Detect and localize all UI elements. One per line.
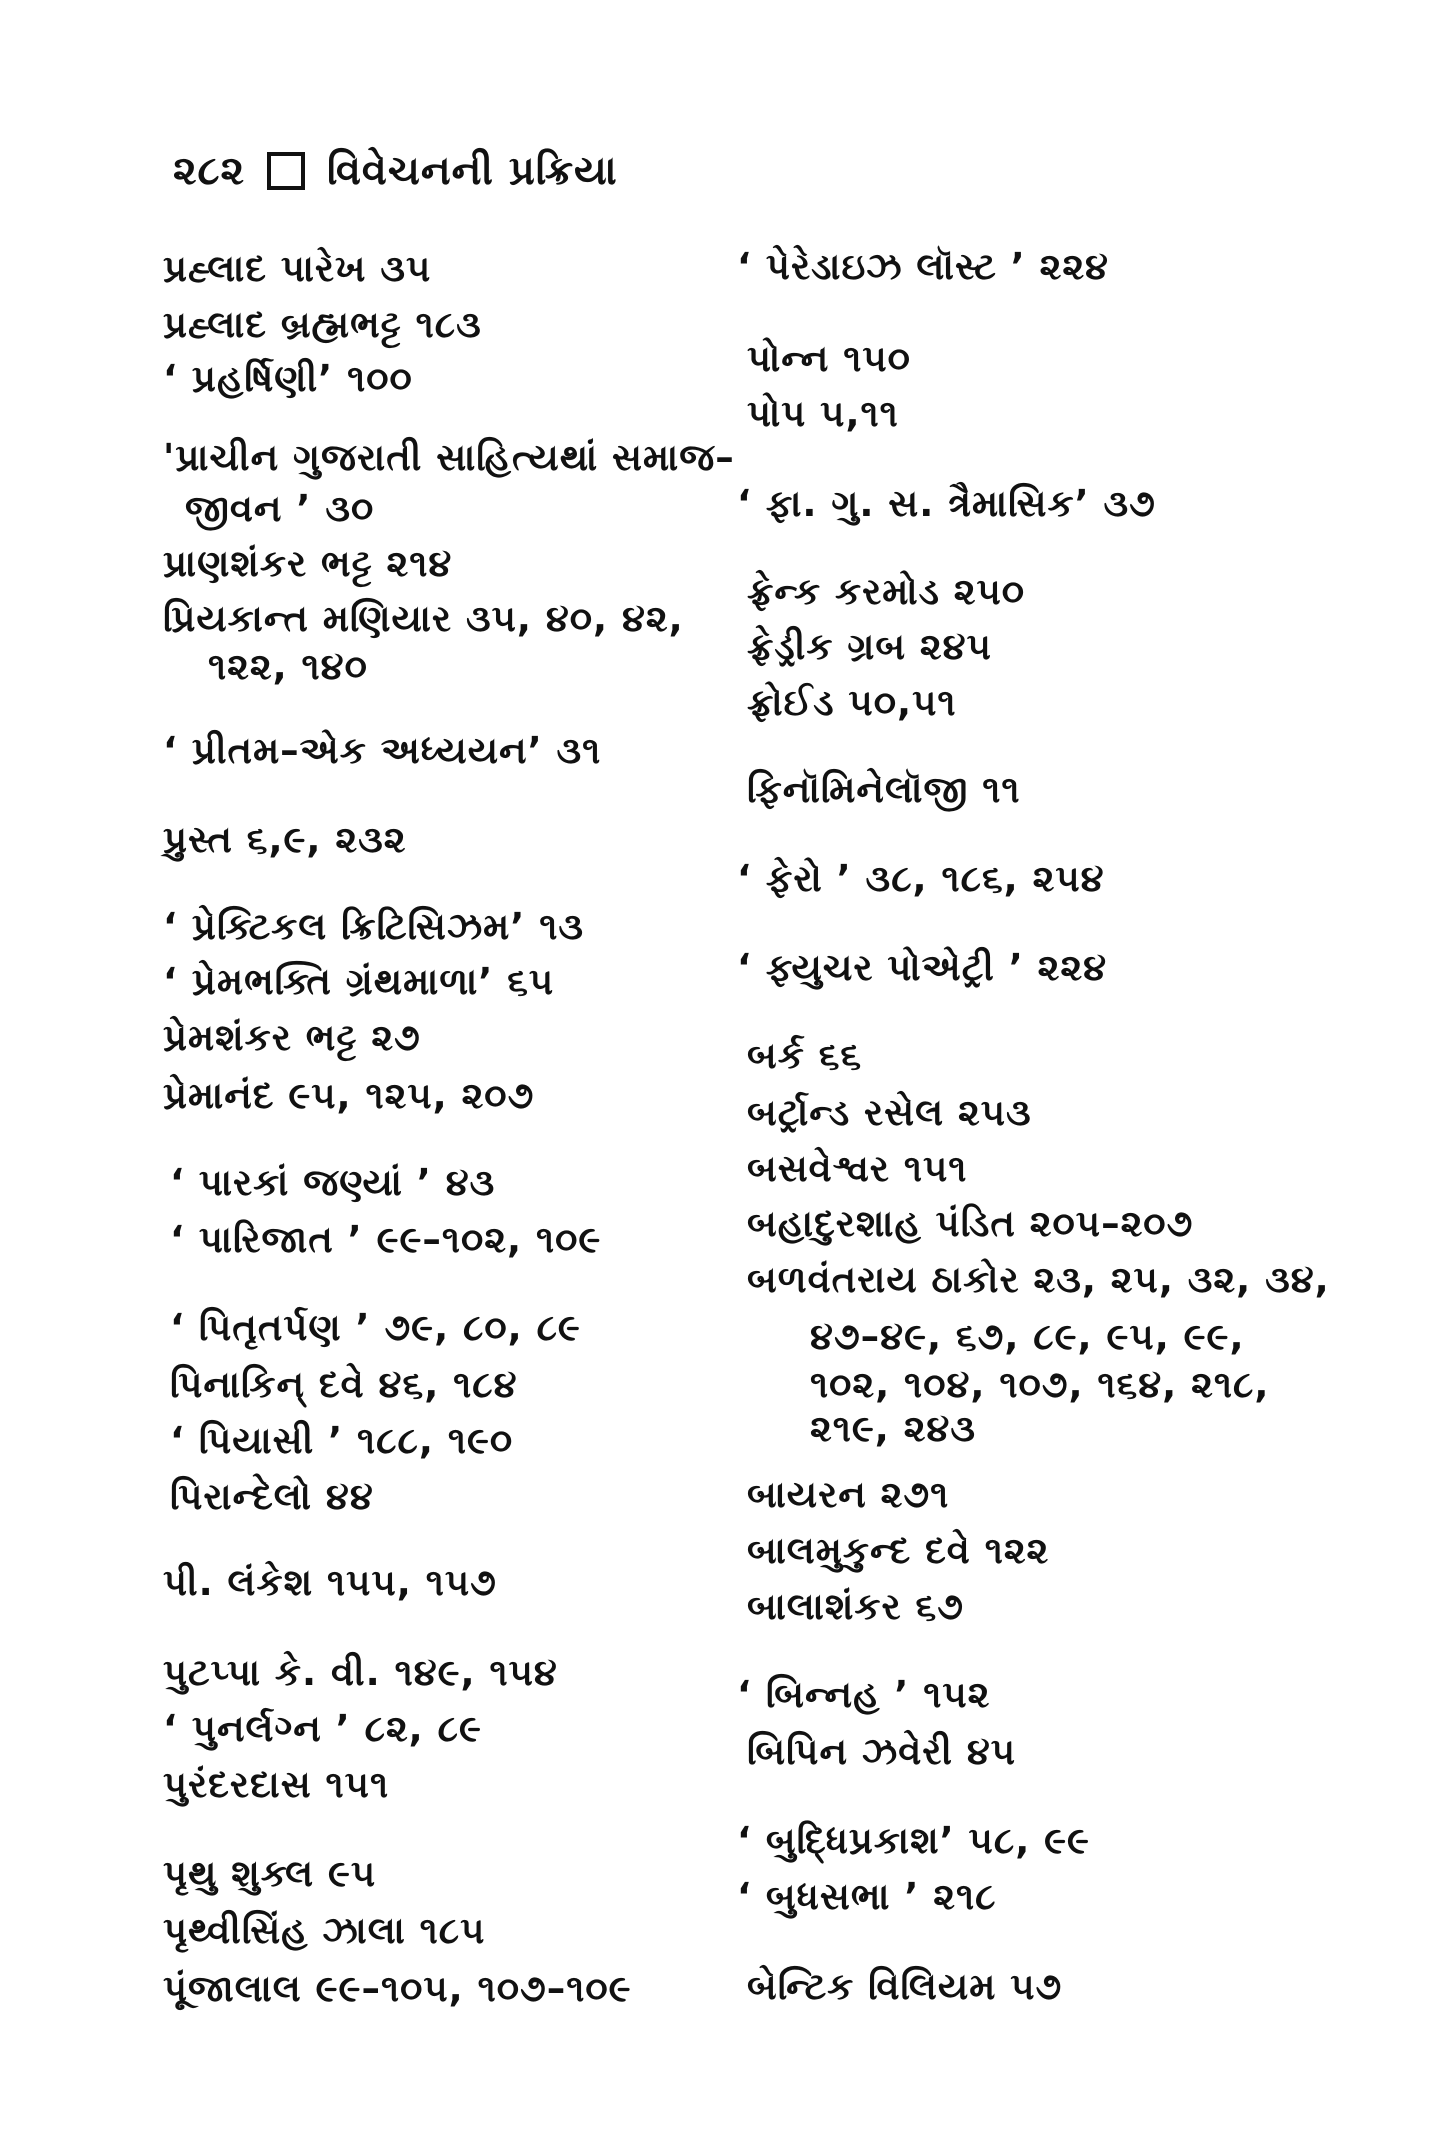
index-entry: ‘ ફા. ગુ. સ. ત્રૈમાસિક’ ૩૭	[737, 482, 1156, 525]
square-box-icon	[267, 152, 305, 190]
index-entry: પ્રહ્લાદ બ્રહ્મભટ્ટ ૧૮૩	[163, 303, 482, 346]
index-entry-continuation: ૧૦૨, ૧૦૪, ૧૦૭, ૧૬૪, ૨૧૮,	[810, 1363, 1270, 1406]
index-entry: ‘ પારકાં જણ્યાં ’ ૪૩	[170, 1161, 496, 1204]
index-entry-continuation: જીવન ’ ૩૦	[185, 487, 375, 530]
index-entry: ‘ પારિજાત ’ ૯૯–૧૦૨, ૧૦૯	[170, 1218, 602, 1261]
index-entry: પુરંદરદાસ ૧૫૧	[163, 1763, 390, 1806]
page-header	[173, 148, 618, 194]
index-entry: પ્રુસ્ત ૬,૯, ૨૩૨	[163, 818, 407, 861]
index-entry: બેન્ટિક વિલિયમ ૫૭	[747, 1965, 1063, 2008]
index-entry-continuation: ૪૭–૪૯, ૬૭, ૮૯, ૯૫, ૯૯,	[810, 1315, 1245, 1358]
index-entry: પૃથુ શુક્લ ૯૫	[163, 1852, 377, 1895]
index-entry: ‘ ફ્યુચર પોએટ્રી ’ ૨૨૪	[737, 946, 1108, 989]
index-entry: પોપ ૫,૧૧	[747, 392, 899, 435]
index-entry: ફ્રેડ્રીક ગ્રબ ૨૪૫	[747, 625, 992, 668]
index-entry: પ્રેમશંકર ભટ્ટ ૨૭	[163, 1016, 421, 1059]
index-entry: બર્ક ૬૬	[747, 1034, 863, 1077]
index-entry: 'પ્રાચીન ગુજરાતી સાહિત્યથાં સમાજ–	[163, 436, 735, 479]
index-entry: પિનાકિન્ દવે ૪૬, ૧૮૪	[170, 1363, 518, 1406]
index-entry: ‘ પ્રહર્ષિણી’ ૧૦૦	[163, 357, 413, 400]
index-entry: પોન્ન ૧૫૦	[747, 337, 911, 380]
index-entry: બસવેશ્વર ૧૫૧	[747, 1147, 968, 1190]
index-entry: બાલમુકુન્દ દવે ૧૨૨	[747, 1529, 1050, 1572]
index-entry: બળવંતરાય ઠાકોર ૨૩, ૨૫, ૩૨, ૩૪,	[747, 1258, 1330, 1301]
page-number: ૨૮૨	[173, 148, 245, 194]
index-entry: ‘ ફેરો ’ ૩૮, ૧૮૬, ૨૫૪	[737, 857, 1105, 900]
index-entry: પી. લંકેશ ૧૫૫, ૧૫૭	[163, 1561, 497, 1604]
index-entry: ‘ પિતૃતર્પણ ’ ૭૯, ૮૦, ૮૯	[170, 1306, 581, 1349]
index-entry: ‘ બિન્નહ ’ ૧૫૨	[737, 1673, 991, 1716]
index-entry: બહાદુરશાહ પંડિત ૨૦૫–૨૦૭	[747, 1202, 1194, 1245]
index-entry: પુટપ્પા કે. વી. ૧૪૯, ૧૫૪	[163, 1651, 558, 1694]
index-entry: બાલાશંકર ૬૭	[747, 1585, 964, 1628]
running-title: વિવેચનની પ્રક્રિયા	[326, 148, 618, 194]
index-entry: પ્રિયકાન્ત મણિયાર ૩૫, ૪૦, ૪૨,	[163, 597, 684, 640]
index-entry: પ્રહ્લાદ પારેખ ૩૫	[163, 247, 432, 290]
index-entry-continuation: ૨૧૯, ૨૪૩	[810, 1407, 976, 1450]
index-entry: ‘ પુનર્લગ્ન ’ ૮૨, ૮૯	[163, 1707, 482, 1750]
index-entry: બાયરન ૨૭૧	[747, 1473, 950, 1516]
index-entry: ‘ બુધસભા ’ ૨૧૮	[737, 1875, 997, 1918]
index-entry: ‘ પ્રીતમ–એક અધ્યયન’ ૩૧	[163, 729, 602, 772]
index-entry: ‘ પ્રેક્ટિકલ ક્રિટિસિઝમ’ ૧૩	[163, 905, 584, 948]
index-entry: પૂંજાલાલ ૯૯–૧૦૫, ૧૦૭–૧૦૯	[163, 1967, 632, 2010]
index-entry: બર્ટ્રાન્ડ રસેલ ૨૫૩	[747, 1091, 1032, 1134]
index-entry: પ્રેમાનંદ ૯૫, ૧૨૫, ૨૦૭	[163, 1074, 535, 1117]
index-entry: ‘ બુદ્ધિપ્રકાશ’ ૫૮, ૯૯	[737, 1819, 1090, 1862]
index-entry: ‘ પિયાસી ’ ૧૮૮, ૧૯૦	[170, 1419, 514, 1462]
index-entry: ફ્રોઈડ ૫૦,૫૧	[747, 681, 957, 724]
index-entry: ફ્રેન્ક કરમોડ ૨૫૦	[747, 570, 1026, 613]
index-entry: પ્રાણશંકર ભટ્ટ ૨૧૪	[163, 542, 453, 585]
index-entry-continuation: ૧૨૨, ૧૪૦	[208, 645, 368, 688]
index-entry: ‘ પેરેડાઇઝ લૉસ્ટ ’ ૨૨૪	[737, 245, 1109, 288]
index-entry: ફિનૉમિનેલૉજી ૧૧	[747, 768, 1021, 811]
index-entry: ‘ પ્રેમભક્તિ ગ્રંથમાળા’ ૬૫	[163, 960, 555, 1003]
index-entry: પિરાન્દેલો ૪૪	[170, 1475, 374, 1518]
index-entry: બિપિન ઝવેરી ૪૫	[747, 1730, 1017, 1773]
index-entry: પૃથ્વીસિંહ ઝાલા ૧૮૫	[163, 1909, 486, 1952]
